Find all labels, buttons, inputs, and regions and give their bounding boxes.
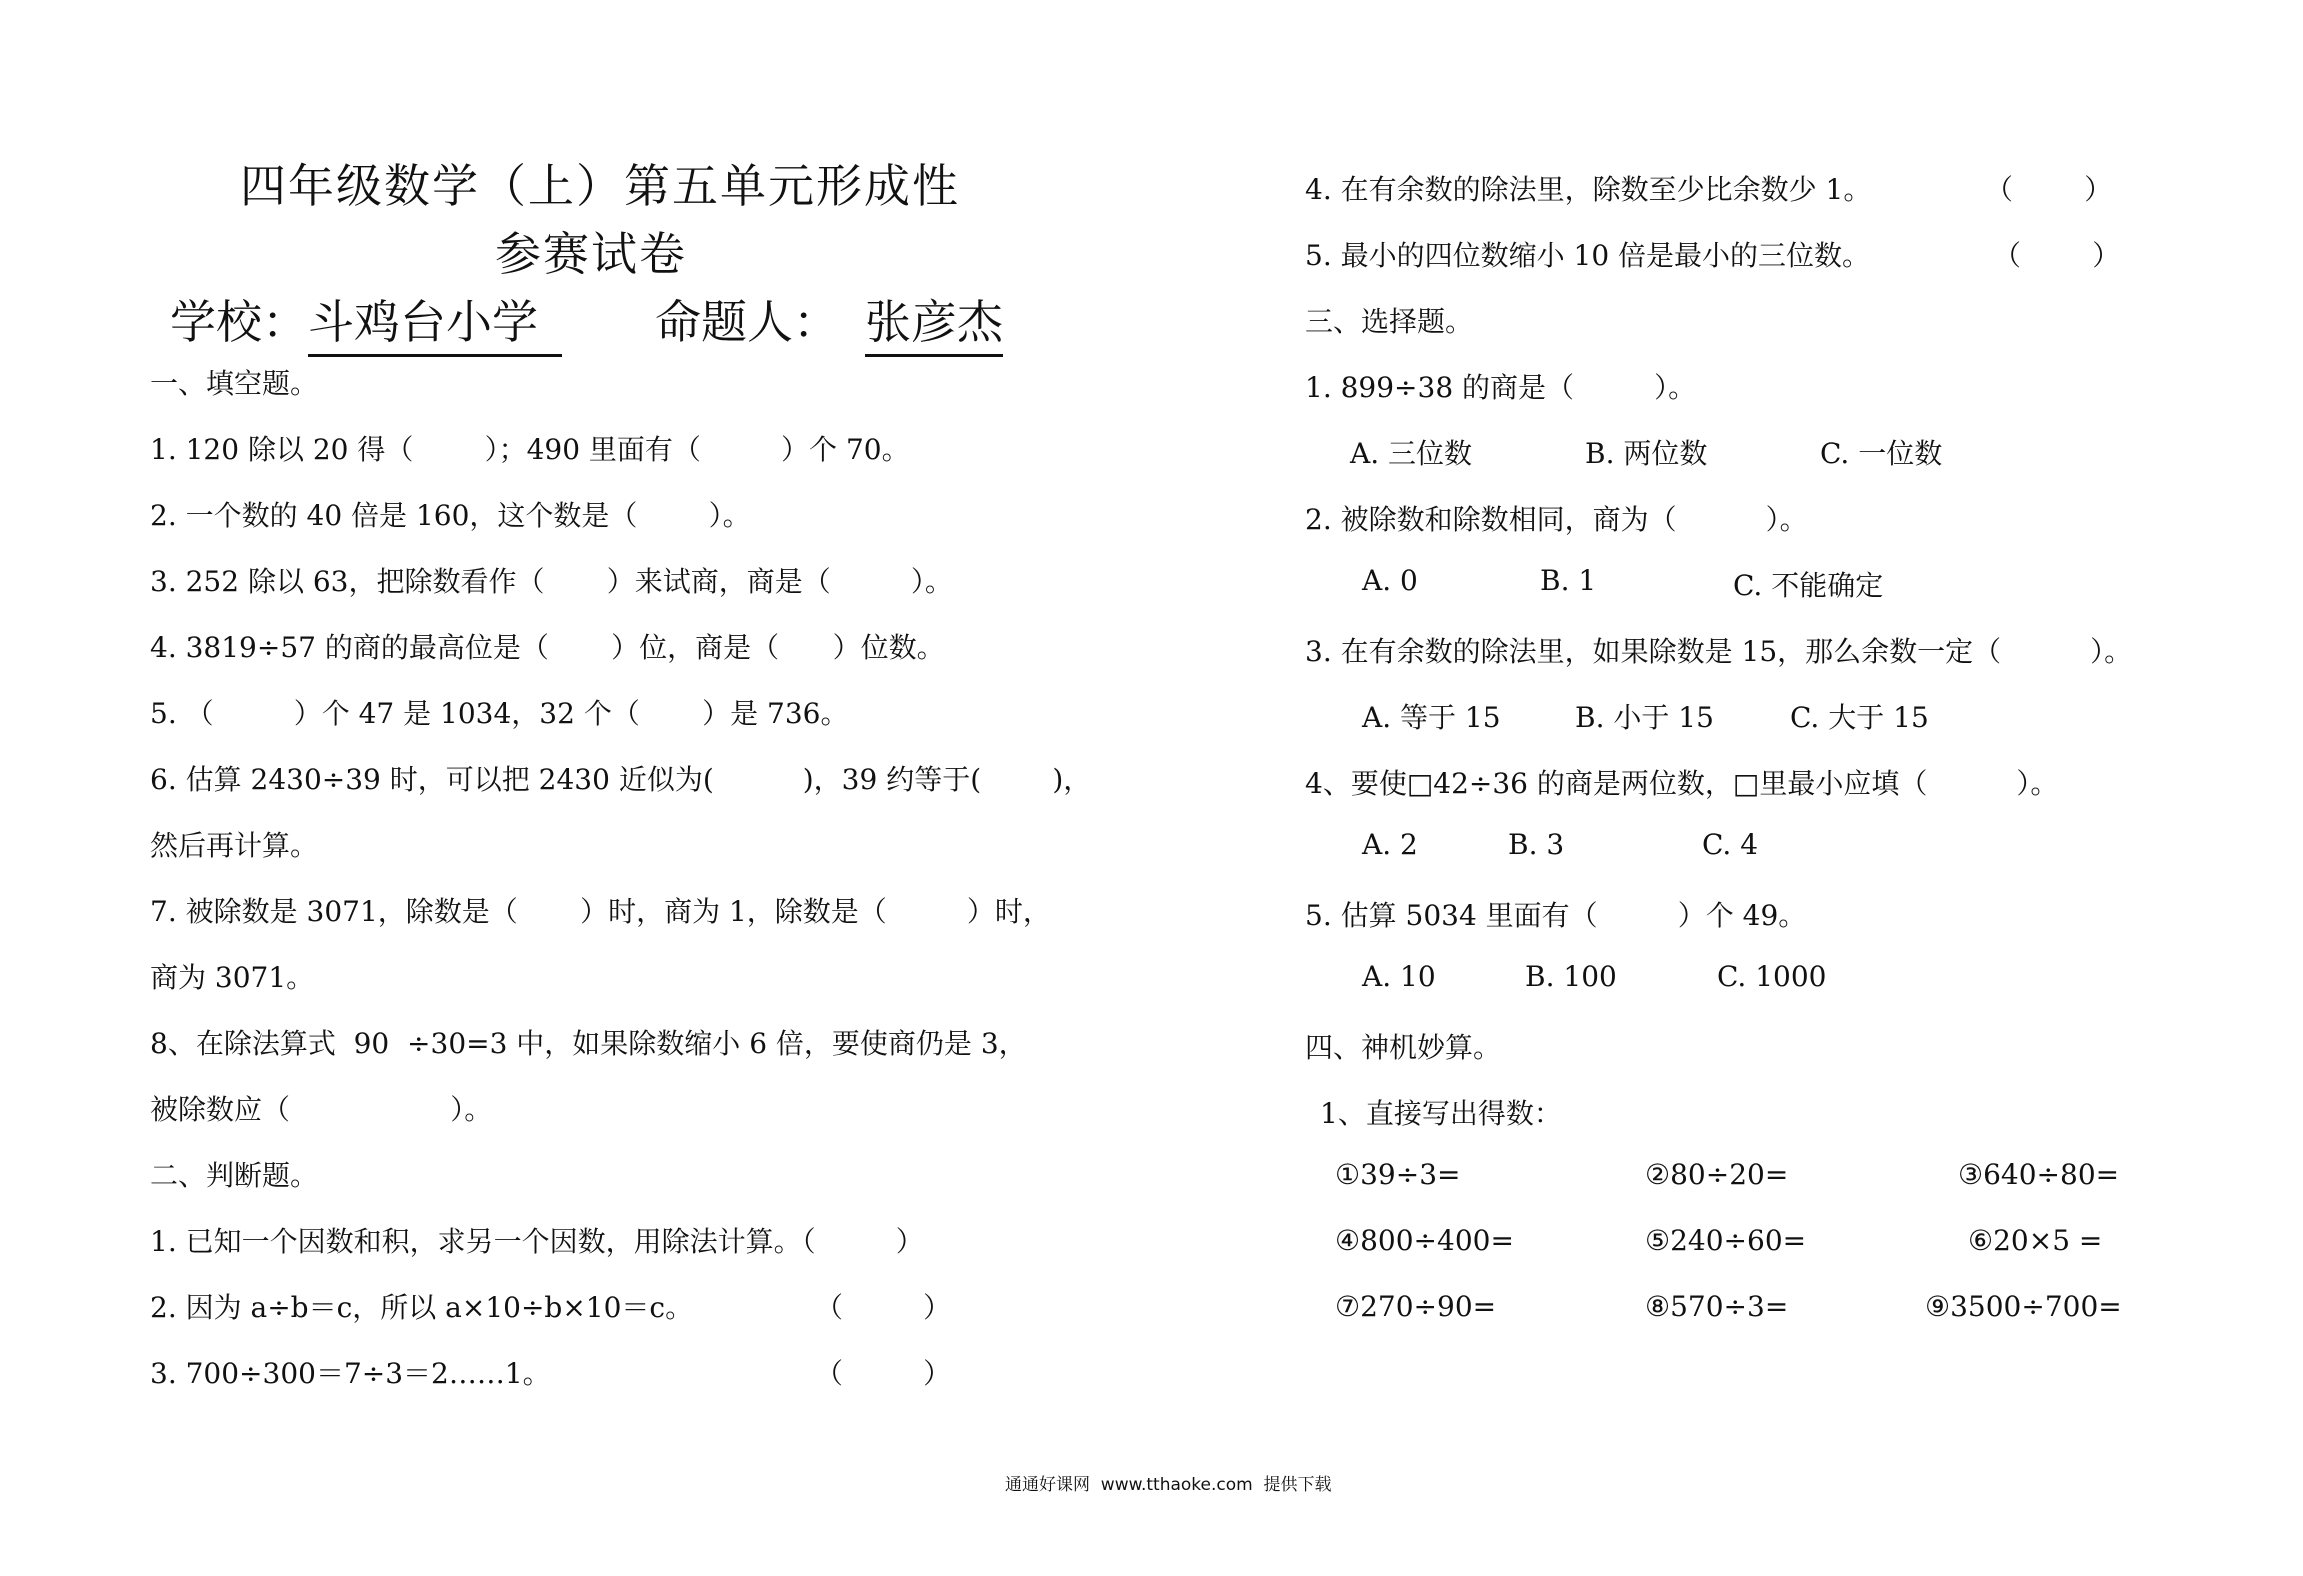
school-label: 学校： bbox=[170, 295, 308, 349]
question-6-line-2: 然后再计算。 bbox=[150, 829, 319, 862]
question-1: 1. 120 除以 20 得（ ）；490 里面有（ ）个 70。 bbox=[150, 433, 910, 466]
calc-item: ⑨3500÷700= bbox=[1925, 1290, 2122, 1323]
question-3: 3. 252 除以 63，把除数看作（ ）来试商，商是（ ）。 bbox=[150, 565, 953, 598]
footer-credit: 通通好课网 www.tthaoke.com 提供下载 bbox=[1005, 1475, 1332, 1495]
judge-3-answer: （ ） bbox=[815, 1357, 952, 1390]
choice-1: 1. 899÷38 的商是（ ）。 bbox=[1305, 371, 1697, 404]
question-8-line-1: 8、在除法算式 90 ÷30=3 中，如果除数缩小 6 倍，要使商仍是 3， bbox=[150, 1027, 1027, 1060]
choice-2: 2. 被除数和除数相同，商为（ ）。 bbox=[1305, 503, 1808, 536]
calc-item: ③640÷80= bbox=[1958, 1158, 2120, 1191]
judge-2: 2. 因为 a÷b＝c，所以 a×10÷b×10＝c。 bbox=[150, 1291, 694, 1324]
calc-item: ②80÷20= bbox=[1645, 1158, 1789, 1191]
choice-1-option-a: A. 三位数 bbox=[1350, 437, 1473, 470]
author-label: 命题人： bbox=[655, 295, 839, 349]
question-7-line-2: 商为 3071。 bbox=[150, 961, 315, 994]
question-7-line-1: 7. 被除数是 3071，除数是（ ）时，商为 1，除数是（ ）时， bbox=[150, 895, 1051, 928]
section-mental-math: 四、神机妙算。 bbox=[1305, 1031, 1502, 1064]
calc-item: ①39÷3= bbox=[1335, 1158, 1461, 1191]
choice-2-option-c: C. 不能确定 bbox=[1733, 569, 1884, 602]
question-6-line-1: 6. 估算 2430÷39 时，可以把 2430 近似为( )，39 约等于( )， bbox=[150, 763, 1092, 796]
choice-2-option-b: B. 1 bbox=[1540, 564, 1597, 597]
page-subtitle: 参赛试卷 bbox=[495, 227, 687, 281]
judge-1: 1. 已知一个因数和积，求另一个因数，用除法计算。（ ） bbox=[150, 1225, 924, 1258]
author-value: 张彦杰 bbox=[865, 286, 1003, 357]
sub-direct-answer: 1、直接写出得数： bbox=[1320, 1097, 1562, 1130]
choice-3-option-b: B. 小于 15 bbox=[1575, 701, 1714, 734]
choice-5-option-b: B. 100 bbox=[1525, 960, 1617, 993]
choice-4-option-a: A. 2 bbox=[1362, 828, 1418, 861]
choice-5-option-c: C. 1000 bbox=[1717, 960, 1827, 993]
question-8-line-2: 被除数应（ ）。 bbox=[150, 1093, 493, 1126]
question-2: 2. 一个数的 40 倍是 160，这个数是（ ）。 bbox=[150, 499, 751, 532]
page-title: 四年级数学（上）第五单元形成性 bbox=[240, 159, 960, 213]
section-choice: 三、选择题。 bbox=[1305, 305, 1474, 338]
judge-5: 5. 最小的四位数缩小 10 倍是最小的三位数。 bbox=[1305, 239, 1871, 272]
choice-5: 5. 估算 5034 里面有（ ）个 49。 bbox=[1305, 899, 1807, 932]
choice-1-option-c: C. 一位数 bbox=[1820, 437, 1943, 470]
choice-4: 4、要使□42÷36 的商是两位数，□里最小应填（ ）。 bbox=[1305, 767, 2059, 800]
choice-4-option-b: B. 3 bbox=[1508, 828, 1565, 861]
choice-1-option-b: B. 两位数 bbox=[1585, 437, 1708, 470]
section-fill-blank: 一、填空题。 bbox=[150, 367, 319, 400]
question-4: 4. 3819÷57 的商的最高位是（ ）位，商是（ ）位数。 bbox=[150, 631, 945, 664]
judge-3: 3. 700÷300＝7÷3＝2……1。 bbox=[150, 1357, 551, 1390]
judge-4: 4. 在有余数的除法里，除数至少比余数少 1。 bbox=[1305, 173, 1872, 206]
question-5: 5. （ ）个 47 是 1034，32 个（ ）是 736。 bbox=[150, 697, 849, 730]
choice-4-option-c: C. 4 bbox=[1702, 828, 1759, 861]
choice-3-option-a: A. 等于 15 bbox=[1362, 701, 1501, 734]
judge-4-answer: （ ） bbox=[1985, 173, 2113, 206]
calc-item: ⑦270÷90= bbox=[1335, 1290, 1497, 1323]
calc-item: ⑤240÷60= bbox=[1645, 1224, 1807, 1257]
calc-item: ⑥20×5 = bbox=[1968, 1224, 2103, 1257]
calc-item: ④800÷400= bbox=[1335, 1224, 1514, 1257]
choice-2-option-a: A. 0 bbox=[1362, 564, 1418, 597]
choice-3-option-c: C. 大于 15 bbox=[1790, 701, 1929, 734]
school-value: 斗鸡台小学 bbox=[308, 286, 562, 357]
calc-item: ⑧570÷3= bbox=[1645, 1290, 1789, 1323]
choice-5-option-a: A. 10 bbox=[1362, 960, 1436, 993]
section-true-false: 二、判断题。 bbox=[150, 1159, 319, 1192]
choice-3: 3. 在有余数的除法里，如果除数是 15，那么余数一定（ ）。 bbox=[1305, 635, 2133, 668]
judge-2-answer: （ ） bbox=[815, 1291, 952, 1324]
judge-5-answer: （ ） bbox=[1993, 239, 2121, 272]
